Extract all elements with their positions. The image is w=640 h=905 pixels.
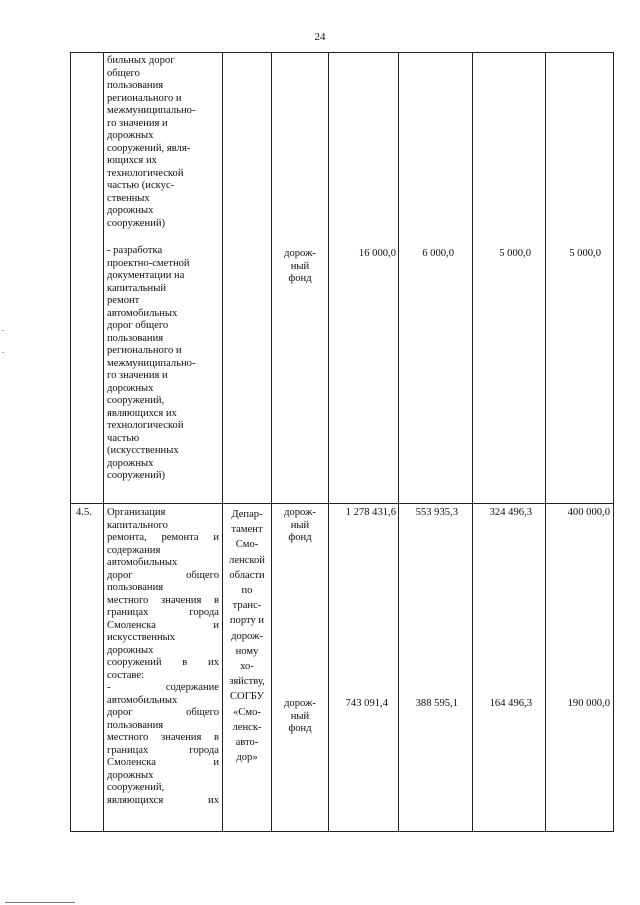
desc-line: автомобильных xyxy=(107,557,178,568)
desc-line: - содержание xyxy=(107,682,219,693)
row-45-value-year2-2: 164 496,3 xyxy=(489,698,532,709)
row-cont-description-a: бильных дорог общего пользования регионального и межмуниципально- го значения и дорожных сооружений, явля- ющихся их технологической частью (искус- ственных дорожных сооружений) xyxy=(107,55,196,229)
desc-line: местного значения в xyxy=(107,732,219,743)
row-45-value-year2-1: 324 496,3 xyxy=(489,507,532,518)
col-divider xyxy=(398,52,399,832)
desc-line: составе: xyxy=(107,669,145,681)
desc-line: искусственных xyxy=(107,632,176,643)
page-number: 24 xyxy=(314,31,326,43)
row-45-description xyxy=(107,507,219,807)
row-45-value-year3-2: 190 000,0 xyxy=(567,698,610,709)
row-cont-value-year1: 6 000,0 xyxy=(422,248,454,259)
desc-line: ремонта, ремонта и xyxy=(107,532,219,543)
row-cont-value-year3: 5 000,0 xyxy=(569,248,601,259)
table-border-top xyxy=(70,52,614,53)
desc-line: содержания xyxy=(107,544,161,556)
row-cont-description-b: - разработка проектно-сметной документации на капитальный ремонт автомобильных дорог общего пользования регионального и межмуниципально- го значения и дорожных сооружений, являющихся их технологической частью (искусственных дорожных сооружений) xyxy=(107,245,196,481)
col-divider xyxy=(328,52,329,832)
desc-line: являющихся их xyxy=(107,794,219,806)
desc-line: сооружений в их xyxy=(107,657,219,668)
row-cont-value-year2: 5 000,0 xyxy=(499,248,531,259)
row-divider xyxy=(70,503,614,504)
row-45-value-total-1: 1 278 431,6 xyxy=(345,507,396,518)
footer-rule xyxy=(5,902,75,903)
desc-line: пользования xyxy=(107,719,164,731)
row-45-value-total-2: 743 091,4 xyxy=(345,698,388,709)
row-cont-value-total: 16 000,0 xyxy=(358,248,396,259)
desc-line: Смоленска и xyxy=(107,757,219,768)
desc-line: дорог общего xyxy=(107,707,219,718)
desc-line: границах города xyxy=(107,744,219,756)
desc-line: автомобильных xyxy=(107,694,178,706)
desc-line: сооружений, xyxy=(107,782,165,793)
desc-line: капитального xyxy=(107,519,168,531)
desc-line: дорожных xyxy=(107,769,154,781)
desc-line: пользования xyxy=(107,582,164,593)
col-divider xyxy=(545,52,546,832)
table-border-right xyxy=(613,52,614,832)
desc-line: местного значения в xyxy=(107,594,219,606)
row-45-source-2: дорож- ный фонд xyxy=(284,698,316,734)
row-cont-source: дорож- ный фонд xyxy=(284,248,316,284)
row-45-value-year3-1: 400 000,0 xyxy=(567,507,610,518)
desc-line: дорог общего xyxy=(107,569,219,581)
table-border-bottom xyxy=(70,831,614,832)
scan-artifact xyxy=(2,330,4,331)
table-border-left xyxy=(70,52,71,832)
row-45-number: 4.5. xyxy=(76,507,92,518)
desc-line: Смоленска и xyxy=(107,619,219,631)
row-45-value-year1-1: 553 935,3 xyxy=(415,507,458,518)
row-45-value-year1-2: 388 595,1 xyxy=(415,698,458,709)
col-divider xyxy=(472,52,473,832)
col-divider xyxy=(103,52,104,832)
row-45-source-1: дорож- ный фонд xyxy=(284,507,316,543)
desc-line: дорожных xyxy=(107,644,154,656)
desc-line: границах города xyxy=(107,607,219,618)
row-45-executor: Депар- тамент Смо- ленской области по транс- порту и дорож- ному хо- зяйству, СОГБУ «Смо- ленск- авто- дор» xyxy=(229,509,265,764)
scan-artifact xyxy=(2,352,4,353)
desc-line: Организация xyxy=(107,507,166,518)
